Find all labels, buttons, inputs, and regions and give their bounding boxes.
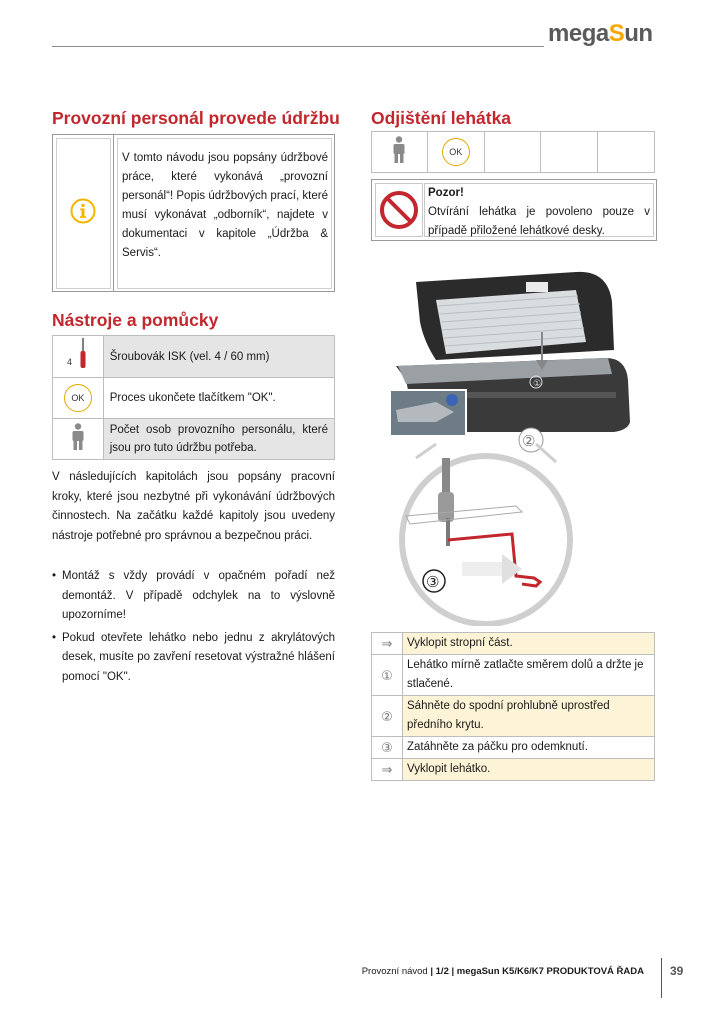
intro-paragraph: V následujících kapitolách jsou popsány pracovní kroky, které jsou nezbytné při vykonávání údržbových činnostech. Na začátku každé kapitoly jsou uvedeny nástroje potřebné pro správnou a bezpečnou práci.: [52, 471, 335, 542]
tools-table: [52, 335, 335, 460]
step-text: Sáhněte do spodní prohlubně uprostřed předního krytu.: [403, 696, 655, 737]
tool-text: Proces ukončete tlačítkem "OK".: [103, 378, 334, 419]
list-item: • Montáž s vždy provádí v opačném pořadí než demontáž. V případě odchylek na to výslovně upozorníme!: [52, 570, 335, 621]
heading-tools: Nástroje a pomůcky: [52, 310, 219, 330]
ok-button-icon: OK: [442, 138, 470, 166]
step-row: [372, 633, 655, 655]
notes-list: [52, 567, 335, 690]
page-number: 39: [670, 964, 684, 978]
tool-row: [53, 378, 335, 419]
requirements-table: [371, 131, 655, 173]
warning-text-cell: [424, 183, 654, 237]
req-empty-cell: [541, 132, 598, 173]
warning-box: [371, 179, 657, 241]
warning-title: Pozor!: [428, 187, 464, 199]
svg-text:②: ②: [522, 432, 536, 450]
lever-rod: [446, 518, 450, 546]
tool-text: Šroubovák ISK (vel. 4 / 60 mm): [103, 336, 334, 378]
heading-unlock-bed: Odjištění lehátka: [371, 108, 512, 128]
step-number: ③: [372, 737, 403, 759]
req-ok-cell: [427, 132, 484, 173]
tool-row: [53, 419, 335, 460]
zoom-circle: [402, 456, 570, 624]
svg-text:③: ③: [426, 573, 440, 591]
step-number: ②: [372, 696, 403, 737]
tool-icon-cell: [53, 419, 104, 460]
req-person-cell: [372, 132, 428, 173]
header-rule: [52, 46, 544, 47]
person-icon: [70, 423, 86, 451]
zoom-connector: [416, 444, 436, 458]
step-row: [372, 696, 655, 737]
tool-icon-cell: [53, 336, 104, 378]
step-row: [372, 759, 655, 781]
list-item: • Pokud otevřete lehátko nebo jednu z akrylátových desek, musíte po zavření resetovat výstražné hlášení pomocí "OK".: [52, 631, 335, 683]
footer-text: Provozní návod | 1/2 | megaSun K5/K6/K7 PRODUKTOVÁ ŘADA: [361, 966, 644, 977]
info-box: [52, 134, 335, 292]
tool-text: Počet osob provozního personálu, které jsou pro tuto údržbu potřeba.: [103, 419, 334, 460]
step-number: ①: [372, 655, 403, 696]
info-icon-cell: [53, 135, 114, 292]
req-empty-cell: [484, 132, 541, 173]
step-text: Vyklopit lehátko.: [403, 759, 655, 781]
step-arrow-icon: ⇒: [372, 633, 403, 655]
info-text: V tomto návodu jsou popsány údržbové práce, které vykonává „provozní personál“! Popis údržbových prací, které musí vykonávat „odborník“, najdete v dokumentaci v kapitole „Údržba & Servis“.: [114, 135, 335, 292]
svg-text:①: ①: [533, 379, 542, 389]
step-arrow-icon: ⇒: [372, 759, 403, 781]
heading-operator-maintenance: Provozní personál provede údržbu: [52, 108, 340, 128]
tool-row: [53, 336, 335, 378]
req-empty-cell: [598, 132, 655, 173]
lever-grip: [438, 492, 454, 522]
lever-shaft: [442, 458, 450, 496]
step-text: Vyklopit stropní část.: [403, 633, 655, 655]
prohibited-icon: [379, 190, 419, 230]
pull-arrow-body: [462, 562, 502, 576]
warning-icon-cell: [375, 183, 423, 237]
footer-divider: [661, 958, 662, 998]
megasun-logo: megaSun: [548, 20, 653, 47]
step-text: Zatáhněte za páčku pro odemknutí.: [403, 737, 655, 759]
steps-table: [371, 632, 655, 781]
screwdriver-icon: [63, 336, 93, 372]
step-text: Lehátko mírně zatlačte směrem dolů a držte je stlačené.: [403, 655, 655, 696]
tool-icon-cell: [53, 378, 104, 419]
unlock-bed-illustration: [376, 262, 640, 626]
warning-text: Otvírání lehátka je povoleno pouze v případě přiložené lehátkové desky.: [428, 206, 650, 237]
step-row: [372, 655, 655, 696]
ok-button-icon: OK: [64, 384, 92, 412]
person-icon: [391, 136, 407, 164]
canopy-display: [526, 282, 548, 292]
info-icon: [70, 198, 96, 224]
hand-inset-marker: [446, 394, 458, 406]
svg-text:4: 4: [66, 357, 72, 367]
step-row: [372, 737, 655, 759]
zoom-connector: [536, 444, 556, 462]
